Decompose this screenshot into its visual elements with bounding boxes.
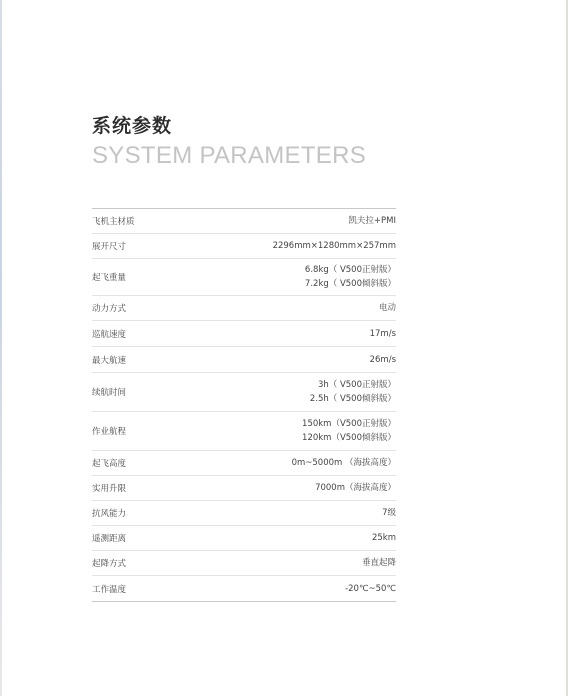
param-value-line: 7000m（海拔高度） bbox=[315, 483, 396, 493]
table-row bbox=[92, 321, 396, 347]
table-row bbox=[92, 526, 396, 551]
param-label: 遥测距离 bbox=[92, 534, 127, 544]
param-value bbox=[382, 506, 396, 520]
param-value bbox=[310, 378, 396, 406]
param-value bbox=[379, 301, 396, 315]
param-value bbox=[370, 353, 396, 367]
param-value-line: 电动 bbox=[378, 303, 396, 313]
table-row bbox=[92, 209, 396, 234]
param-value-line: 26m/s bbox=[369, 354, 396, 365]
param-value bbox=[305, 263, 396, 291]
table-row bbox=[92, 259, 396, 296]
page-title: 系统参数 bbox=[92, 115, 173, 137]
param-value-line: 3h（ V500正射版） bbox=[317, 380, 396, 390]
param-value-line: 6.8kg（ V500正射版） bbox=[304, 265, 396, 275]
table-row bbox=[92, 551, 396, 576]
param-value bbox=[348, 214, 396, 228]
parameters-table bbox=[92, 208, 396, 602]
param-value-line: 7.2kg（ V500倾斜版） bbox=[304, 279, 396, 289]
param-label: 起降方式 bbox=[92, 559, 127, 569]
param-value-line: 7级 bbox=[382, 508, 396, 518]
table-row bbox=[92, 234, 396, 259]
param-value-line: 0m~5000m （海拔高度） bbox=[291, 458, 396, 468]
table-row bbox=[92, 576, 396, 601]
param-value bbox=[273, 239, 396, 253]
param-value bbox=[345, 582, 396, 596]
param-value-line: -20℃~50℃ bbox=[345, 583, 396, 594]
param-label: 实用升限 bbox=[92, 484, 127, 494]
param-label: 动力方式 bbox=[92, 304, 127, 314]
table-row bbox=[92, 412, 396, 451]
param-value-line: 2.5h（ V500倾斜版） bbox=[309, 394, 396, 404]
table-row bbox=[92, 373, 396, 412]
param-label: 起飞高度 bbox=[92, 459, 127, 469]
table-row bbox=[92, 296, 396, 321]
param-value-line: 150km（V500正射版） bbox=[302, 419, 396, 429]
param-value-line: 17m/s bbox=[369, 328, 396, 339]
section-heading bbox=[92, 114, 366, 170]
page-edge bbox=[0, 0, 2, 696]
param-label: 续航时间 bbox=[92, 388, 127, 398]
table-row bbox=[92, 347, 396, 373]
param-label: 巡航速度 bbox=[92, 329, 127, 340]
param-value bbox=[370, 327, 396, 341]
param-value-line: 120km（V500倾斜版） bbox=[302, 433, 396, 443]
param-value bbox=[362, 556, 396, 570]
table-row bbox=[92, 476, 396, 501]
param-label: 工作温度 bbox=[92, 584, 127, 595]
param-label: 作业航程 bbox=[92, 427, 127, 437]
page-subtitle: SYSTEM PARAMETERS bbox=[92, 142, 367, 169]
param-label: 最大航速 bbox=[92, 355, 127, 366]
param-label: 飞机主材质 bbox=[92, 217, 135, 227]
param-value bbox=[292, 456, 396, 470]
table-row bbox=[92, 451, 396, 476]
param-value bbox=[372, 531, 396, 545]
param-label: 起飞重量 bbox=[92, 273, 127, 283]
param-value-line: 垂直起降 bbox=[361, 558, 396, 568]
param-value bbox=[315, 481, 396, 495]
param-label: 展开尺寸 bbox=[92, 242, 127, 252]
param-value-line: 2296mm×1280mm×257mm bbox=[272, 241, 396, 251]
param-label: 抗风能力 bbox=[92, 509, 127, 519]
param-value-line: 25km bbox=[371, 533, 396, 543]
param-value bbox=[302, 417, 396, 445]
param-value-line: 凯夫拉+PMI bbox=[348, 216, 396, 226]
table-row bbox=[92, 501, 396, 526]
